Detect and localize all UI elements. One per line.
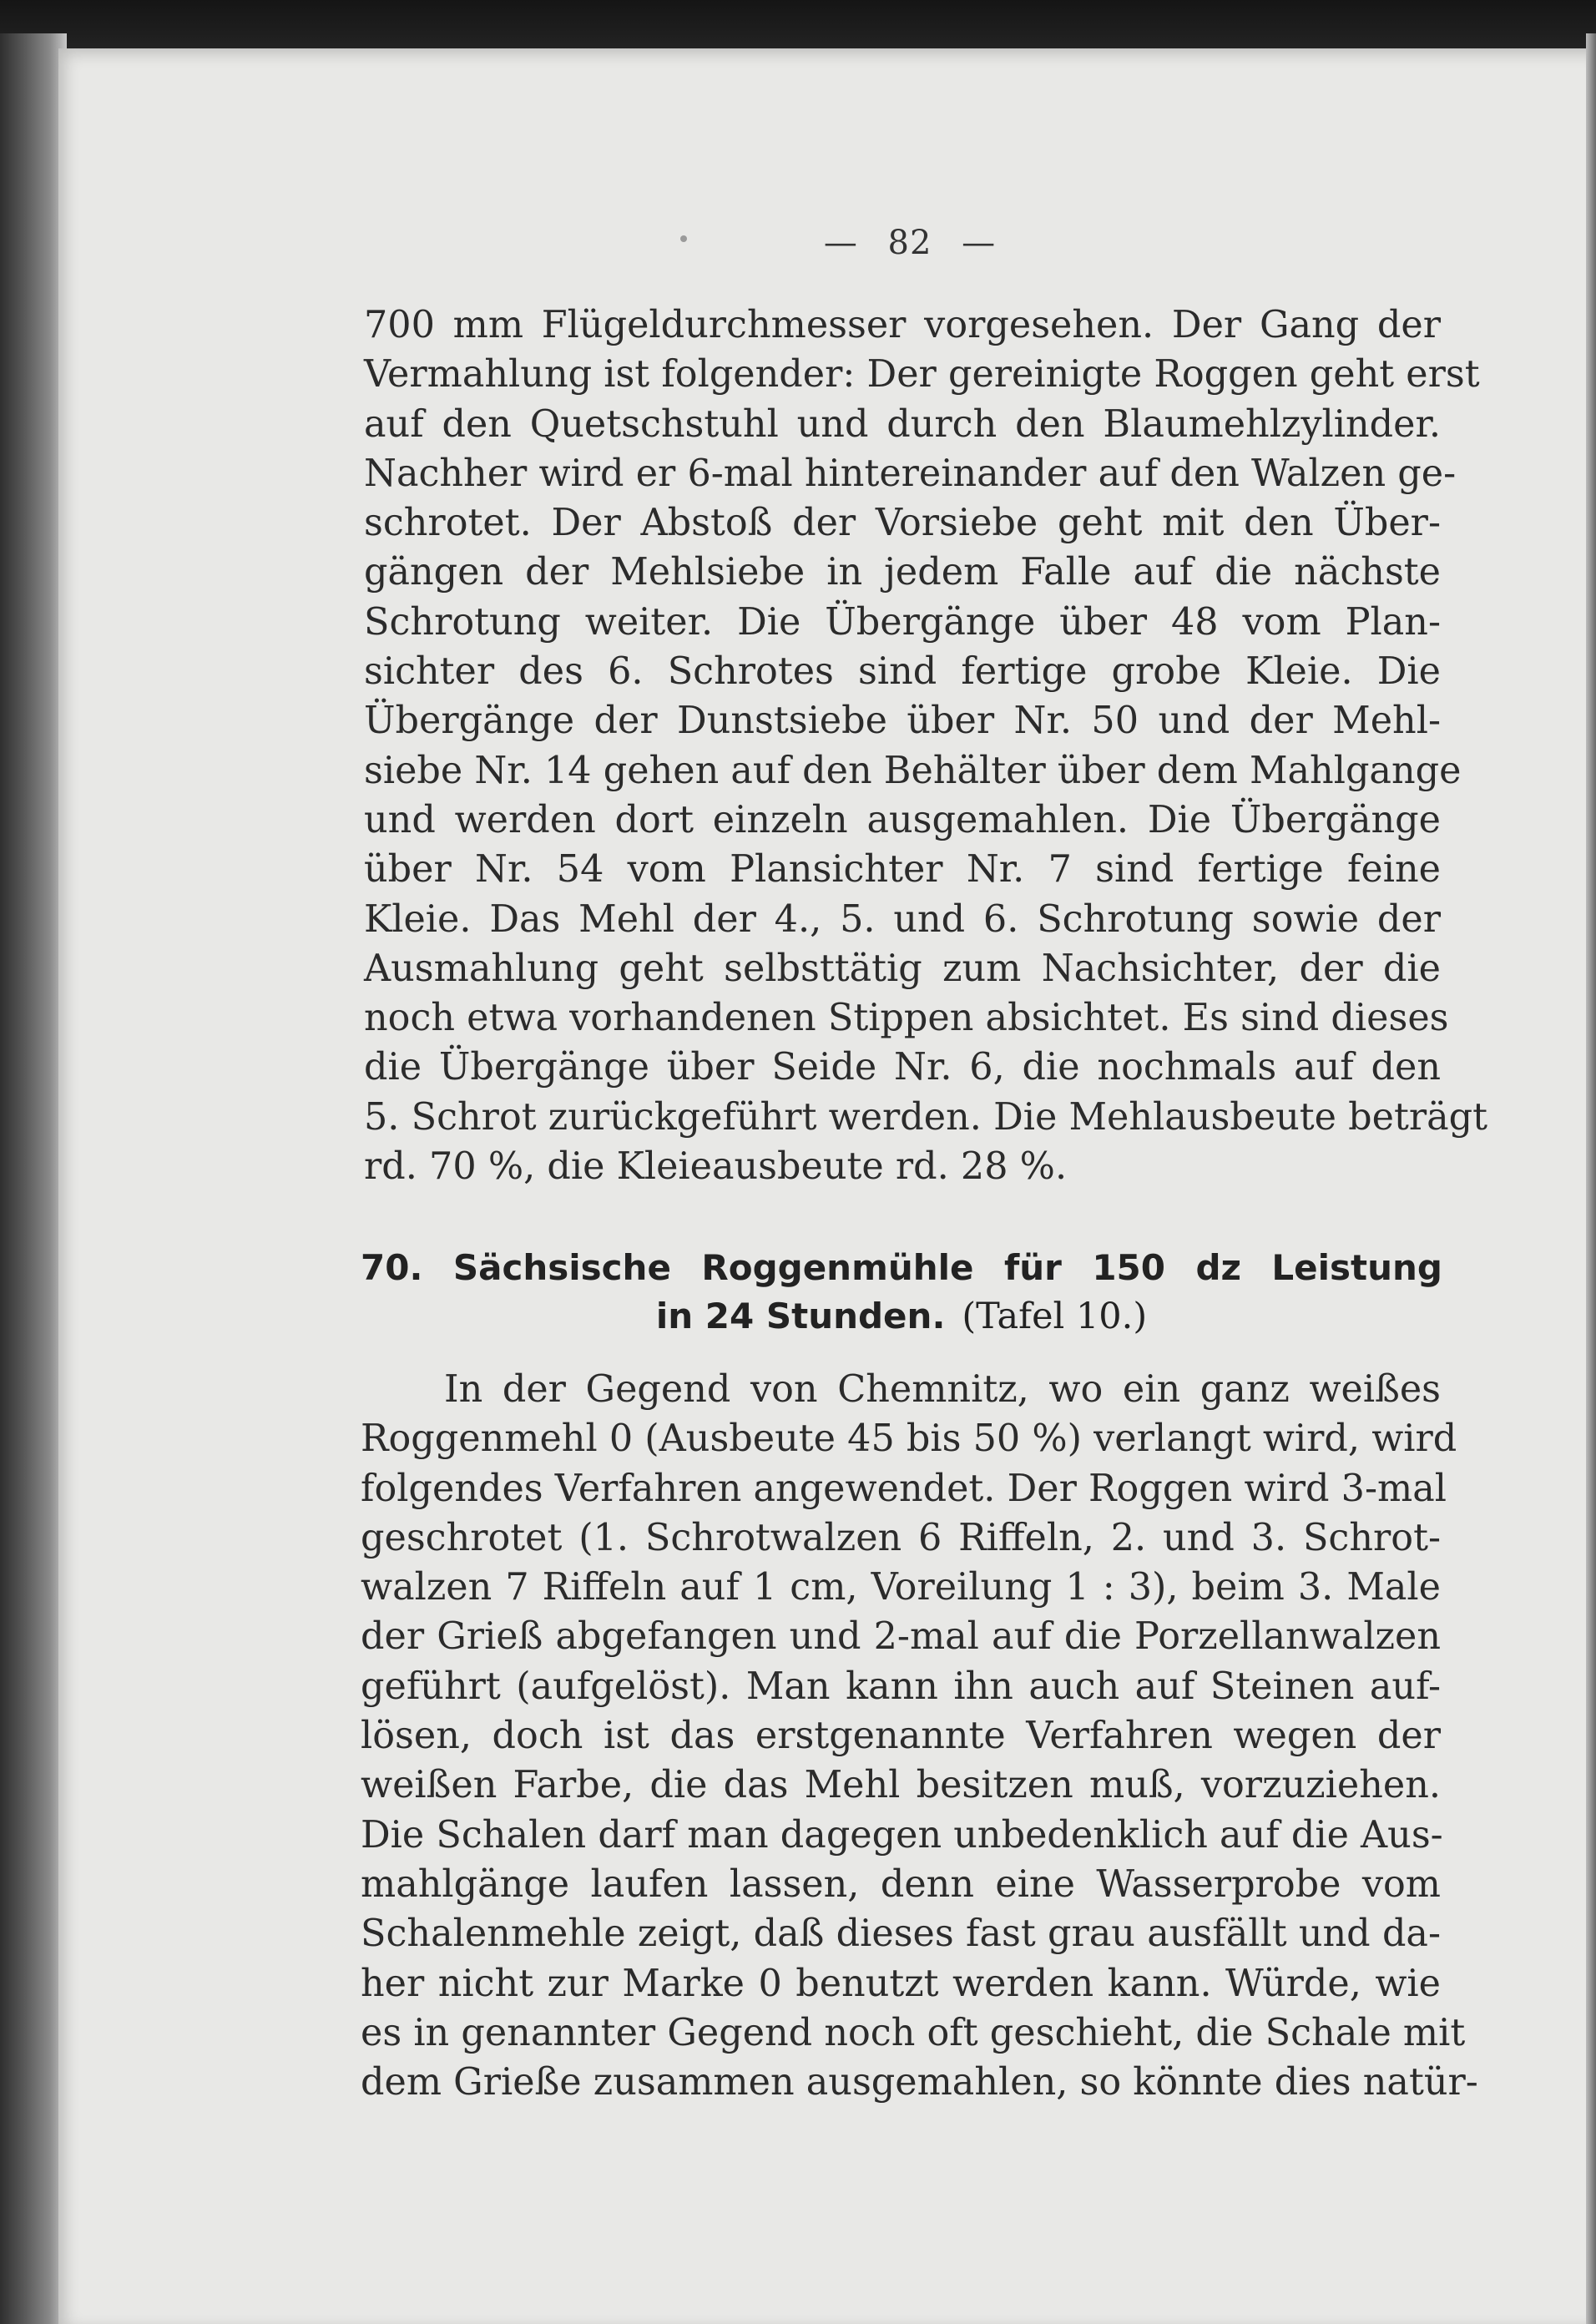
text-line: die Übergänge über Seide Nr. 6, die nochmals auf den (364, 1046, 1441, 1089)
page-number (751, 224, 1068, 262)
page-number-value: 82 (887, 224, 932, 262)
section-title-line-2: in 24 Stunden. (655, 1296, 946, 1336)
book-spine-shadow (0, 33, 67, 2324)
text-line: folgendes Verfahren angewendet. Der Roggen wird 3-mal (361, 1467, 1447, 1510)
plate-reference: (Tafel 10.) (962, 1296, 1148, 1337)
text-line: Nachher wird er 6-mal hintereinander auf den Walzen ge- (364, 452, 1457, 495)
page-right-edge (1586, 33, 1596, 2324)
text-line: In der Gegend von Chemnitz, wo ein ganz weißes (444, 1368, 1441, 1411)
text-line: weißen Farbe, die das Mehl besitzen muß, vorzuziehen. (361, 1764, 1441, 1807)
text-line: Roggenmehl 0 (Ausbeute 45 bis 50 %) verlangt wird, wird (361, 1417, 1457, 1461)
section-heading-line-1 (361, 1244, 1442, 1292)
section-number: 70. (361, 1247, 423, 1288)
section-heading (361, 1244, 1442, 1341)
paragraph-2 (361, 1365, 1478, 2107)
text-line: schrotet. Der Abstoß der Vorsiebe geht mit den Über- (364, 502, 1441, 545)
text-line: sichter des 6. Schrotes sind fertige grobe Kleie. Die (364, 650, 1441, 694)
section-title-line-1: Sächsische Roggenmühle für 150 dz Leistung (452, 1247, 1442, 1288)
text-line: es in genannter Gegend noch oft geschieht, die Schale mit (361, 2011, 1466, 2054)
text-line: Vermahlung ist folgender: Der gereinigte Roggen geht erst (364, 353, 1480, 397)
text-line: Schrotung weiter. Die Übergänge über 48 vom Plan- (364, 600, 1441, 644)
text-line: rd. 70 %, die Kleieausbeute rd. 28 %. (364, 1145, 1068, 1189)
section-heading-line-2 (361, 1292, 1442, 1341)
page-number-dash-left: — (823, 224, 858, 262)
paper-speck (680, 235, 687, 242)
text-line: her nicht zur Marke 0 benutzt werden kann. Würde, wie (361, 1962, 1441, 2005)
text-line: noch etwa vorhandenen Stippen absichtet. Es sind dieses (364, 997, 1449, 1040)
text-line: auf den Quetschstuhl und durch den Blaumehlzylinder. (364, 402, 1441, 446)
text-line: und werden dort einzeln ausgemahlen. Die Übergänge (364, 798, 1441, 841)
paragraph-1 (364, 301, 1487, 1191)
text-line: 700 mm Flügeldurchmesser vorgesehen. Der Gang der (364, 304, 1441, 346)
text-line: geführt (aufgelöst). Man kann ihn auch auf Steinen auf- (361, 1665, 1441, 1708)
text-line: mahlgänge laufen lassen, denn eine Wasserprobe vom (361, 1862, 1441, 1906)
text-line: 5. Schrot zurückgeführt werden. Die Mehlausbeute beträgt (364, 1095, 1487, 1139)
text-line: über Nr. 54 vom Plansichter Nr. 7 sind fertige feine (364, 848, 1441, 892)
text-line: Ausmahlung geht selbsttätig zum Nachsichter, der die (364, 947, 1441, 990)
page-number-dash-right: — (962, 224, 997, 262)
text-line: Die Schalen darf man dagegen unbedenklich auf die Aus- (361, 1813, 1443, 1857)
text-line: lösen, doch ist das erstgenannte Verfahren wegen der (361, 1715, 1441, 1758)
text-line: gängen der Mehlsiebe in jedem Falle auf die nächste (364, 551, 1441, 594)
text-line: Schalenmehle zeigt, daß dieses fast grau ausfällt und da- (361, 1912, 1441, 1956)
text-line: Übergänge der Dunstsiebe über Nr. 50 und der Mehl- (364, 700, 1441, 743)
text-line: dem Grieße zusammen ausgemahlen, so könnte dies natür- (361, 2061, 1478, 2104)
text-line: geschrotet (1. Schrotwalzen 6 Riffeln, 2. und 3. Schrot- (361, 1516, 1441, 1559)
text-line: der Grieß abgefangen und 2-mal auf die Porzellanwalzen (361, 1615, 1441, 1659)
text-line: siebe Nr. 14 gehen auf den Behälter über dem Mahlgange (364, 749, 1462, 792)
text-line: walzen 7 Riffeln auf 1 cm, Voreilung 1 : 3), beim 3. Male (361, 1566, 1441, 1609)
text-line: Kleie. Das Mehl der 4., 5. und 6. Schrotung sowie der (364, 897, 1441, 941)
